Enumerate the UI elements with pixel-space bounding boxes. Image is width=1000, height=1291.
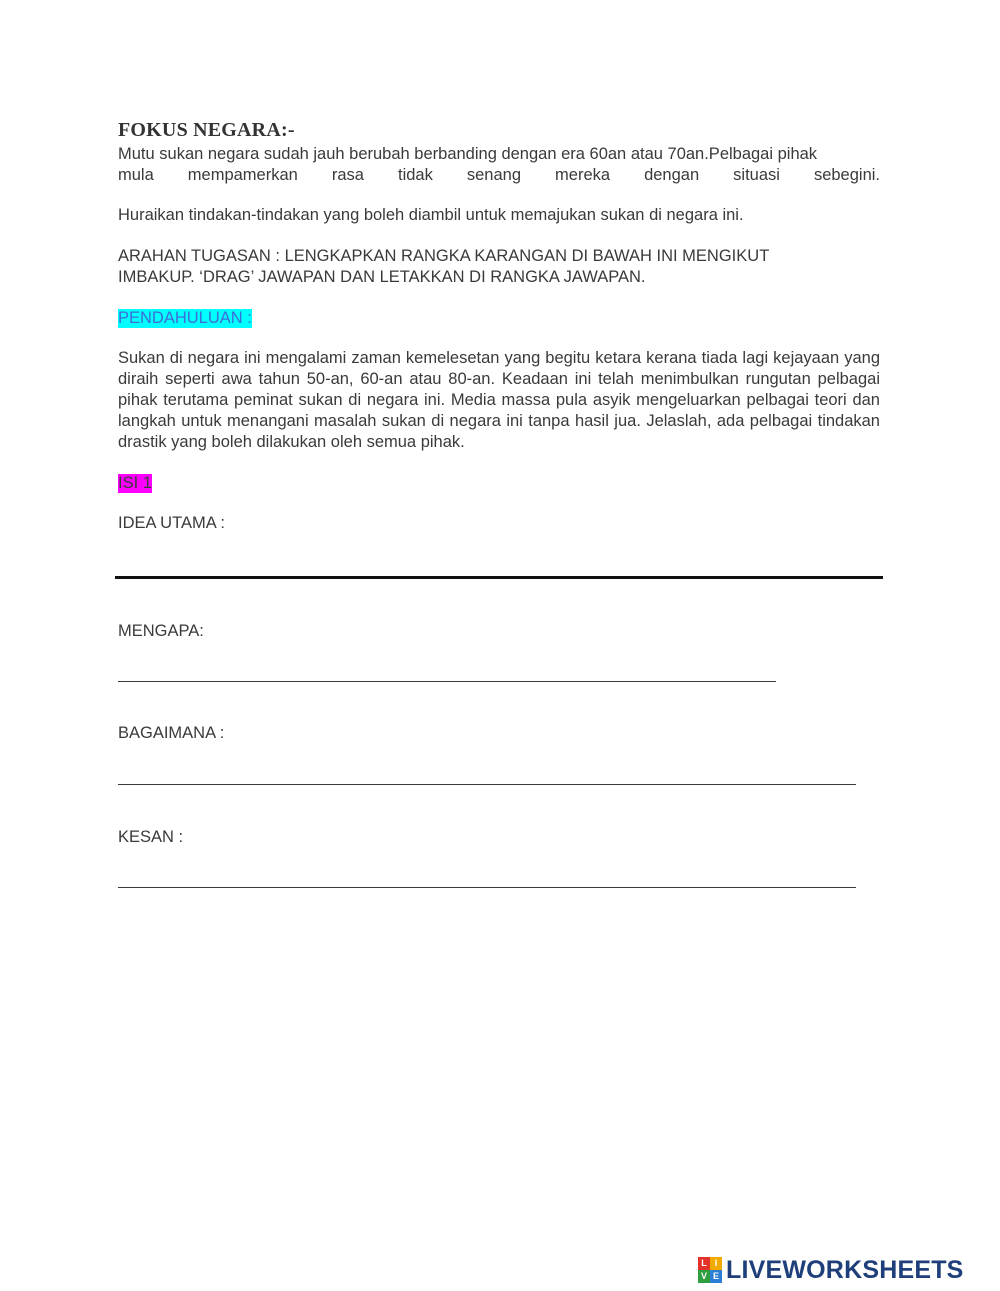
instruction-line-2: IMBAKUP. ‘DRAG’ JAWAPAN DAN LETAKKAN DI RANGKA JAWAPAN. — [118, 268, 646, 286]
mengapa-label: MENGAPA: — [118, 622, 204, 640]
kesan-label: KESAN : — [118, 828, 184, 846]
intro-paragraph — [118, 144, 880, 186]
liveworksheets-logo-icon — [698, 1257, 722, 1283]
intro-line-2: mula mempamerkan rasa tidak senang mereka dengan situasi sebegini. — [118, 166, 880, 184]
pendahuluan-text: Sukan di negara ini mengalami zaman kemelesetan yang begitu ketara kerana tiada lagi kejayaan yang diraih seperti awa tahun 50-an, 60-an atau 80-an. Keadaan ini telah menimbulkan rungutan pelbagai pihak terutama peminat sukan di negara ini. Media massa pula asyik mengeluarkan pelbagai teori dan langkah untuk menangani masalah sukan di negara ini tanpa hasil jua. Jelaslah, ada pelbagai tindakan drastik yang boleh dilakukan oleh semua pihak. — [118, 349, 880, 451]
page-title: FOKUS NEGARA:- — [118, 119, 295, 141]
bagaimana-label: BAGAIMANA : — [118, 724, 225, 742]
mengapa-answer-line[interactable] — [118, 681, 776, 682]
logo-letter-i: I — [710, 1257, 722, 1270]
isi1-heading: ISI 1 — [118, 474, 152, 492]
logo-letter-l: L — [698, 1257, 710, 1270]
question-text: Huraikan tindakan-tindakan yang boleh diambil untuk memajukan sukan di negara ini. — [118, 206, 744, 224]
instruction-paragraph — [118, 246, 880, 288]
pendahuluan-heading-wrap — [118, 309, 252, 328]
pendahuluan-heading: PENDAHULUAN : — [118, 309, 252, 327]
liveworksheets-logo — [698, 1255, 964, 1285]
intro-line-1: Mutu sukan negara sudah jauh berubah berbanding dengan era 60an atau 70an.Pelbagai pihak — [118, 145, 818, 163]
isi1-heading-wrap — [118, 474, 152, 493]
bagaimana-answer-line[interactable] — [118, 784, 856, 785]
logo-letter-e: E — [710, 1270, 722, 1283]
idea-utama-label: IDEA UTAMA : — [118, 514, 225, 532]
idea-utama-answer-line[interactable] — [115, 576, 883, 579]
kesan-answer-line[interactable] — [118, 887, 856, 888]
logo-letter-v: V — [698, 1270, 710, 1283]
liveworksheets-logo-text: LIVEWORKSHEETS — [726, 1255, 964, 1284]
instruction-line-1: ARAHAN TUGASAN : LENGKAPKAN RANGKA KARANGAN DI BAWAH INI MENGIKUT — [118, 247, 770, 265]
